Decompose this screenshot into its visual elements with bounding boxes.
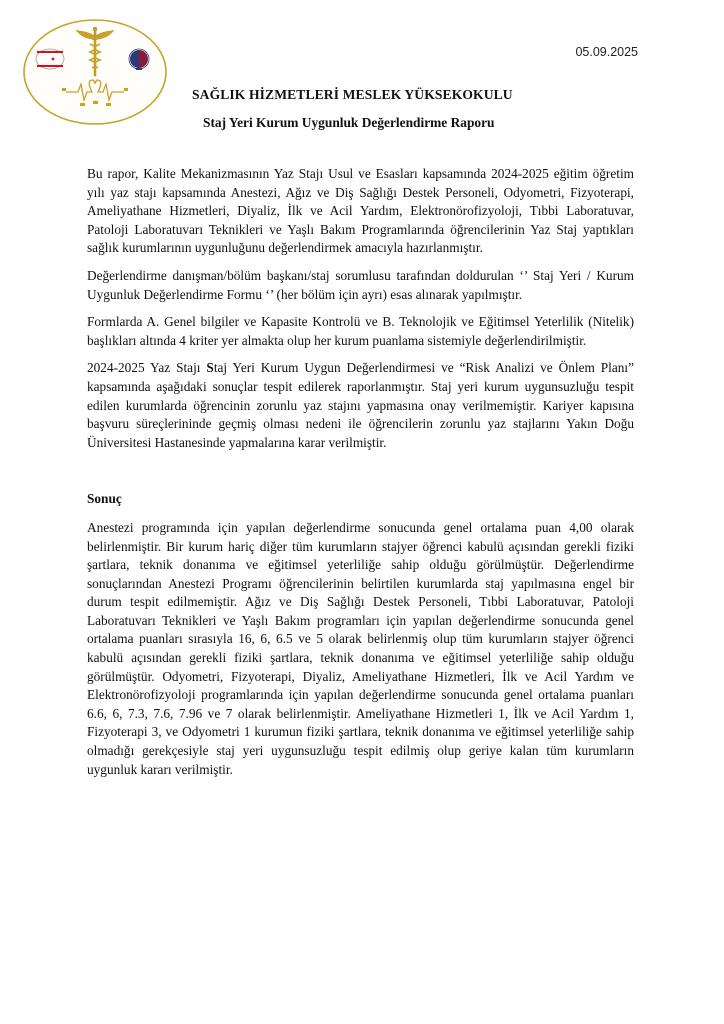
flag-icon (36, 49, 64, 69)
conclusion-heading: Sonuç (87, 491, 122, 507)
evaluation-method-paragraph: Değerlendirme danışman/bölüm başkanı/staj sorumlusu tarafından doldurulan ‘’ Staj Yeri / Kurum Uygunluk Değerlendirme Formu ‘’ (her bölüm için ayrı) esas alınarak yapılmıştır. (87, 267, 634, 302)
p4-prefix: 2024-2025 Yaz Stajı (87, 360, 207, 376)
criteria-paragraph: Formlarda A. Genel bilgiler ve Kapasite Kontrolü ve B. Teknolojik ve Eğitimsel Yeterlilik (Nitelik) başlıkları altında 4 kriter yer almakta olup her kurum puanlama sistemiyle değerlendirilmiştir. (87, 314, 634, 348)
intro-paragraph: Bu rapor, Kalite Mekanizmasının Yaz Stajı Usul ve Esasları kapsamında 2024-2025 eğitim öğretim yılı yaz stajı kapsamında Anestezi, Ağız ve Diş Sağlığı Destek Personeli, Odyometri, Fizyoterapi, Ameliyathane Hizmetleri, Diyaliz, İlk ve Acil Yardım, Elektronörofizyoloji, Tıbbi Laboratuvar, Patoloji Laboratuvarı Teknikleri ve Yaşlı Bakım Programlarında öğrencilerinin Yaz Staj yaptıkları sağlık kurumlarının uygunluğunu değerlendirmek amacıyla hazırlanmıştır. (87, 166, 634, 256)
p4-bold-letter: S (206, 360, 214, 376)
results-summary-paragraph (87, 359, 634, 452)
p4-rest: taj Yeri Kurum Uygun Değerlendirmesi ve “Risk Analizi ve Önlem Planı” kapsamında aşağıdaki sonuçlar tespit edilerek raporlanmıştır. Staj yeri kurum uygunsuzluğu tespit edilen kurumlarda öğrencinin zorunlu yaz stajını yapmasına onay verilmemiştir. Kariyer kapısına başvuru süreçlerininde geçmiş olması nedeni ile öğrencilerin zorunlu yaz stajlarını Yakın Doğu Üniversitesi Hastanesinde yapmalarına karar verilmiştir. (87, 360, 634, 450)
report-title: Staj Yeri Kurum Uygunluk Değerlendirme Raporu (203, 115, 495, 130)
institution-title: SAĞLIK HİZMETLERİ MESLEK YÜKSEKOKULU (192, 87, 513, 102)
institution-logo (22, 18, 168, 126)
conclusion-paragraph: Anestezi programında için yapılan değerlendirme sonucunda genel ortalama puan 4,00 olarak belirlenmiştir. Bir kurum hariç diğer tüm kurumların stajyer öğrenci kabulü açısından gerekli fiziki şartlara, teknik donanıma ve eğitimsel yeterliliğe sahip olduğu görülmüştür. Değerlendirme sonuçlarından Anestezi Programı öğrencilerinin belirtilen kurumlarda staj yapılmasına engel bir durum tespit edilmemiştir. Ağız ve Diş Sağlığı Destek Personeli, Tıbbi Laboratuvar, Patoloji Laboratuvarı Teknikleri ve Yaşlı Bakım programları için yapılan değerlendirme sonucunda genel ortalama puanları sırasıyla 16, 6, 6.5 ve 5 olarak belirlenmiş olup tüm kurumların stajyer öğrenci kabulü açısından gerekli fiziki şartlara, teknik donanıma ve eğitimsel yeterliliğe sahip olduğu görülmüştür. Odyometri, Fizyoterapi, Diyaliz, Ameliyathane Hizmetleri, İlk ve Acil Yardım ve Elektronörofizyoloji programlarında için yapılan değerlendirme sonucunda genel ortalama puanları 6.6, 6, 7.3, 7.6, 7.96 ve 7 olarak belirlenmiştir. Ameliyathane Hizmetleri 1, İlk ve Acil Yardım 1, Fizyoterapi 3, ve Odyometri 1 kurumun fiziki şartlara, teknik donanıma ve eğitimsel yeterliliğe sahip olmadığı gerekçesiyle staj yeri uygunsuzluğu tespit edilmiş olup geriye kalan tüm kurumların uygunluk kararı verilmiştir. (87, 519, 634, 777)
report-body (87, 165, 634, 788)
logo-emblem-icon (22, 18, 168, 126)
report-date: 05.09.2025 (575, 45, 638, 59)
